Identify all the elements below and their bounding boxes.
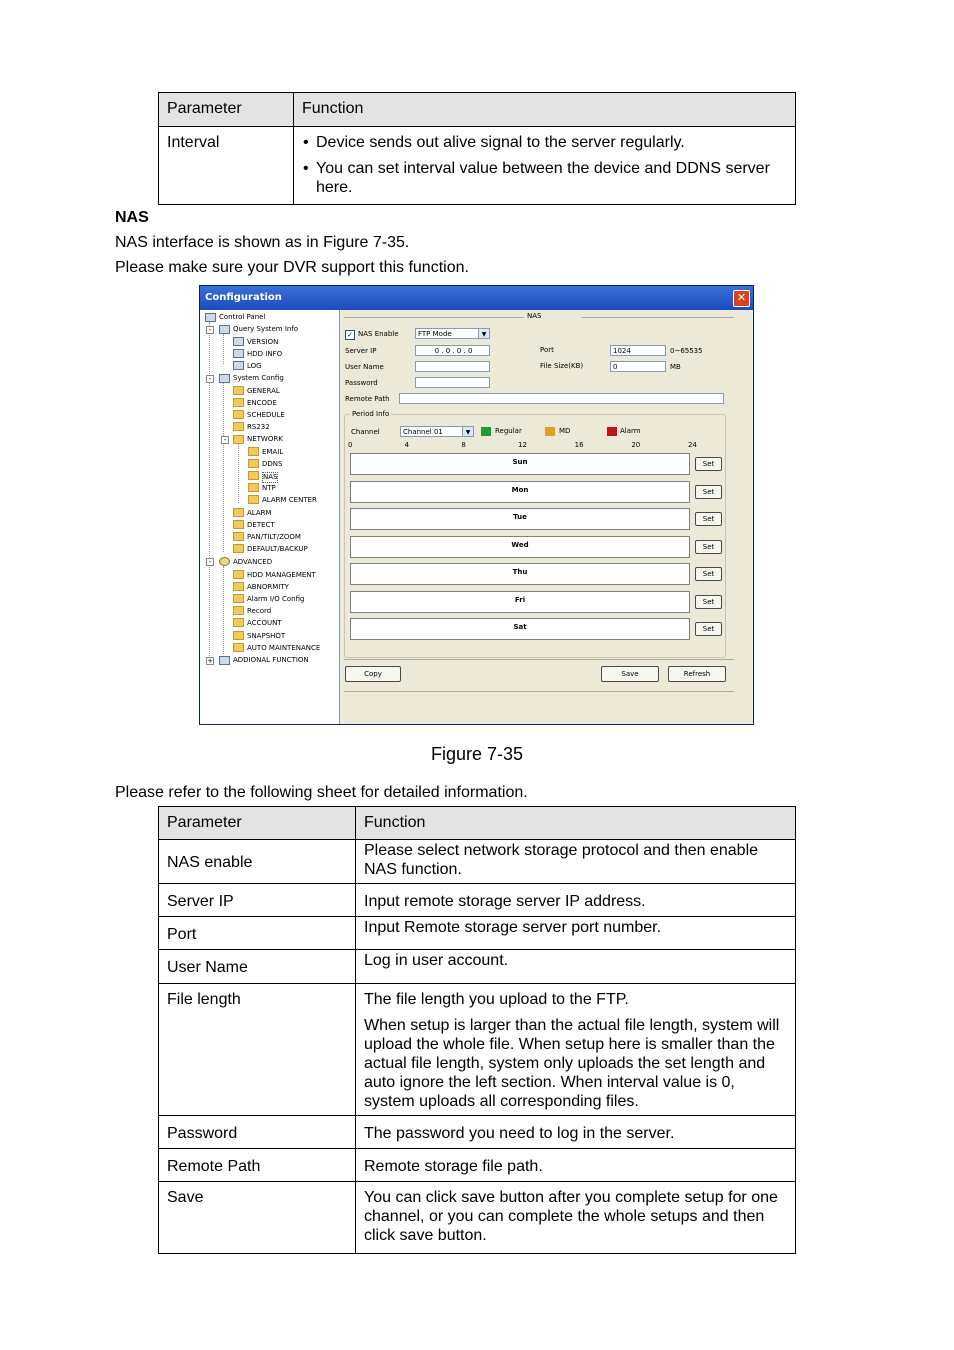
tree-hdd-management[interactable]: HDD MANAGEMENT [247, 571, 316, 579]
folder-icon [248, 471, 259, 480]
tree-hdd-info[interactable]: HDD INFO [247, 350, 283, 358]
folder-icon [233, 398, 244, 407]
tree-general[interactable]: GENERAL [247, 387, 280, 395]
hour-tick-label: 16 [574, 441, 584, 449]
param-interval: Interval [159, 127, 294, 205]
set-button-mon[interactable]: Set [695, 485, 722, 499]
tree-record[interactable]: Record [247, 607, 272, 615]
edit-icon [233, 361, 244, 370]
tree-control-panel[interactable]: Control Panel [219, 313, 266, 321]
folder-icon [233, 544, 244, 553]
file-size-input[interactable]: 0 [610, 361, 666, 372]
intro-text-1: NAS interface is shown as in Figure 7-35. [115, 234, 410, 251]
day-label: Tue [513, 513, 527, 521]
hour-tick-label: 20 [631, 441, 641, 449]
port-range: 0~65535 [670, 347, 703, 355]
save-button[interactable]: Save [601, 666, 659, 682]
channel-label: Channel [351, 428, 380, 436]
server-ip-input[interactable]: 0 . 0 . 0 . 0 [415, 345, 490, 356]
user-name-label: User Name [345, 363, 384, 371]
tree-encode[interactable]: ENCODE [247, 399, 277, 407]
param-file-length: File length [159, 984, 356, 1116]
hour-tick-label: 24 [688, 441, 697, 449]
nas-settings-panel [340, 310, 753, 724]
folder-icon [248, 495, 259, 504]
tree-advanced[interactable]: ADVANCED [233, 558, 273, 566]
folder-icon [233, 508, 244, 517]
regular-swatch [481, 427, 491, 436]
day-label: Wed [511, 540, 529, 549]
param-password: Password [159, 1116, 356, 1149]
port-input[interactable]: 1024 [610, 345, 666, 356]
day-row-thu[interactable] [350, 563, 690, 585]
file-size-unit: MB [670, 363, 681, 371]
folder-icon [233, 410, 244, 419]
day-row-fri[interactable] [350, 591, 690, 613]
expand-icon[interactable]: + [207, 657, 213, 665]
day-label: Thu [512, 568, 528, 576]
folder-icon [233, 435, 244, 444]
tree-nas-selected[interactable]: NAS [263, 473, 278, 481]
bullet-item: • Device sends out alive signal to the server regularly. [302, 133, 787, 152]
interval-table [158, 92, 796, 205]
figure-caption: Figure 7-35 [430, 744, 524, 764]
day-row-sat[interactable] [350, 618, 690, 640]
remote-path-input[interactable] [399, 393, 724, 404]
refer-text: Please refer to the following sheet for detailed information. [115, 784, 528, 801]
tree-abnormity[interactable]: ABNORMITY [247, 583, 289, 591]
tree-system-config[interactable]: System Config [233, 374, 284, 382]
set-button-sun[interactable]: Set [695, 457, 722, 471]
server-ip-label: Server IP [345, 347, 377, 355]
folder-icon [233, 582, 244, 591]
remote-path-label: Remote Path [345, 395, 390, 403]
computer-icon [205, 313, 216, 322]
folder-icon [233, 532, 244, 541]
function-remote-path: Remote storage file path. [356, 1149, 796, 1182]
edit-icon [233, 349, 244, 358]
folder-icon [233, 570, 244, 579]
folder-icon [233, 594, 244, 603]
folder-icon [233, 606, 244, 615]
system-config-icon [219, 374, 230, 383]
tree-ptz[interactable]: PAN/TILT/ZOOM [247, 533, 301, 541]
legend-alarm: Alarm [620, 427, 641, 435]
hour-tick-label: 0 [348, 441, 353, 449]
day-label: Sun [512, 458, 528, 466]
folder-icon [233, 386, 244, 395]
file-length-line-2: When setup is larger than the actual file length, system will upload the whole file. When setup here is smaller than the actual file length, system only uploads the set length and auto ignore the left section. When interval value is 0, system uploads all corresponding files. [364, 1017, 780, 1110]
port-label: Port [540, 346, 554, 354]
function-user-name: Log in user account. [356, 950, 796, 984]
channel-select[interactable] [400, 426, 474, 437]
section-title: NAS [115, 209, 149, 226]
file-length-line-1: The file length you upload to the FTP. [364, 991, 629, 1008]
tree-version[interactable]: VERSION [247, 338, 279, 346]
function-icon [219, 656, 230, 665]
hour-tick-label: 4 [404, 441, 410, 449]
chevron-down-icon[interactable]: ▼ [462, 427, 473, 436]
period-info-label: Period Info [352, 410, 390, 418]
param-nas-enable: NAS enable [159, 840, 356, 884]
param-user-name: User Name [159, 950, 356, 984]
header-function: Function [294, 93, 796, 127]
set-button-thu[interactable]: Set [695, 567, 722, 581]
collapse-icon[interactable]: - [221, 436, 229, 444]
intro-text-2: Please make sure your DVR support this function. [115, 259, 469, 276]
tree-detect[interactable]: DETECT [247, 521, 275, 529]
header-parameter: Parameter [159, 807, 356, 840]
hour-tick-label: 8 [461, 441, 466, 449]
folder-icon [233, 618, 244, 627]
password-input[interactable] [415, 377, 490, 388]
folder-icon [248, 447, 259, 456]
tree-schedule[interactable]: SCHEDULE [247, 411, 285, 419]
tree-network[interactable]: NETWORK [247, 435, 283, 443]
legend-regular: Regular [495, 427, 522, 435]
day-row-tue[interactable] [350, 508, 690, 530]
legend-md: MD [559, 427, 571, 435]
day-label: Sat [513, 623, 527, 631]
chevron-down-icon[interactable]: ▼ [478, 329, 489, 338]
gear-icon [219, 557, 230, 566]
tree-auto-maintenance[interactable]: AUTO MAINTENANCE [247, 644, 321, 652]
tree-query-system-info[interactable]: Query System Info [233, 325, 299, 333]
edit-icon [233, 337, 244, 346]
config-tree [202, 310, 340, 724]
set-button-tue[interactable]: Set [695, 512, 722, 526]
function-interval [294, 127, 796, 205]
nas-mode-select[interactable] [415, 328, 490, 339]
channel-value: Channel 01 [403, 428, 443, 436]
nas-mode-value: FTP Mode [418, 330, 452, 338]
tree-ntp[interactable]: NTP [262, 484, 276, 492]
nas-group-title: NAS [527, 312, 542, 320]
close-icon[interactable]: ✕ [733, 290, 750, 307]
set-button-wed[interactable]: Set [695, 540, 722, 554]
function-port: Input Remote storage server port number. [356, 917, 796, 950]
day-label: Fri [514, 595, 526, 604]
function-file-length [356, 984, 796, 1116]
header-parameter: Parameter [159, 93, 294, 127]
md-swatch [545, 427, 555, 436]
query-icon [219, 325, 230, 334]
collapse-icon[interactable]: - [206, 375, 214, 383]
nas-enable-label: NAS Enable [358, 330, 399, 338]
hour-tick-label: 12 [518, 441, 527, 449]
tree-alarm[interactable]: ALARM [247, 509, 272, 517]
day-row-sun[interactable] [350, 453, 690, 475]
function-server-ip: Input remote storage server IP address. [356, 884, 796, 917]
tree-snapshot[interactable]: SNAPSHOT [247, 632, 286, 640]
day-row-mon[interactable] [350, 481, 690, 503]
folder-icon [248, 459, 259, 468]
user-name-input[interactable] [415, 361, 490, 372]
alarm-swatch [607, 427, 617, 436]
param-port: Port [159, 917, 356, 950]
password-label: Password [345, 379, 378, 387]
folder-icon [233, 520, 244, 529]
param-save: Save [159, 1182, 356, 1254]
set-button-fri[interactable]: Set [695, 595, 722, 609]
function-nas-enable: Please select network storage protocol and then enable NAS function. [356, 840, 796, 884]
tree-ddns[interactable]: DDNS [262, 460, 283, 468]
header-function: Function [356, 807, 796, 840]
function-password: The password you need to log in the server. [356, 1116, 796, 1149]
folder-icon [233, 631, 244, 640]
param-remote-path: Remote Path [159, 1149, 356, 1182]
folder-icon [233, 422, 244, 431]
tree-rs232[interactable]: RS232 [247, 423, 270, 431]
tree-email[interactable]: EMAIL [262, 448, 284, 456]
window-titlebar [200, 286, 753, 310]
set-button-sat[interactable]: Set [695, 622, 722, 636]
copy-button[interactable]: Copy [345, 666, 401, 682]
param-server-ip: Server IP [159, 884, 356, 917]
nas-parameter-table [158, 806, 796, 1254]
folder-icon [233, 643, 244, 652]
collapse-icon[interactable]: - [206, 326, 214, 334]
tree-log[interactable]: LOG [247, 362, 262, 370]
tree-alarm-io[interactable]: Alarm I/O Config [247, 595, 305, 603]
tree-default-backup[interactable]: DEFAULT/BACKUP [247, 545, 308, 553]
configuration-window-screenshot [199, 285, 754, 725]
tree-account[interactable]: ACCOUNT [247, 619, 282, 627]
window-title: Configuration [205, 292, 282, 303]
tree-alarm-center[interactable]: ALARM CENTER [262, 496, 317, 504]
day-row-wed[interactable] [350, 536, 690, 558]
collapse-icon[interactable]: - [206, 558, 214, 566]
day-label: Mon [511, 485, 529, 494]
tree-additional-function[interactable]: ADDIONAL FUNCTION [233, 656, 309, 664]
bullet-item: • You can set interval value between the device and DDNS server here. [302, 159, 787, 197]
function-save: You can click save button after you complete setup for one channel, or you can complete the whole setups and then click save button. [356, 1182, 796, 1254]
file-size-label: File Size(KB) [540, 362, 584, 370]
nas-enable-checkbox[interactable]: ✓ [345, 330, 355, 340]
folder-icon [248, 483, 259, 492]
refresh-button[interactable]: Refresh [668, 666, 726, 682]
